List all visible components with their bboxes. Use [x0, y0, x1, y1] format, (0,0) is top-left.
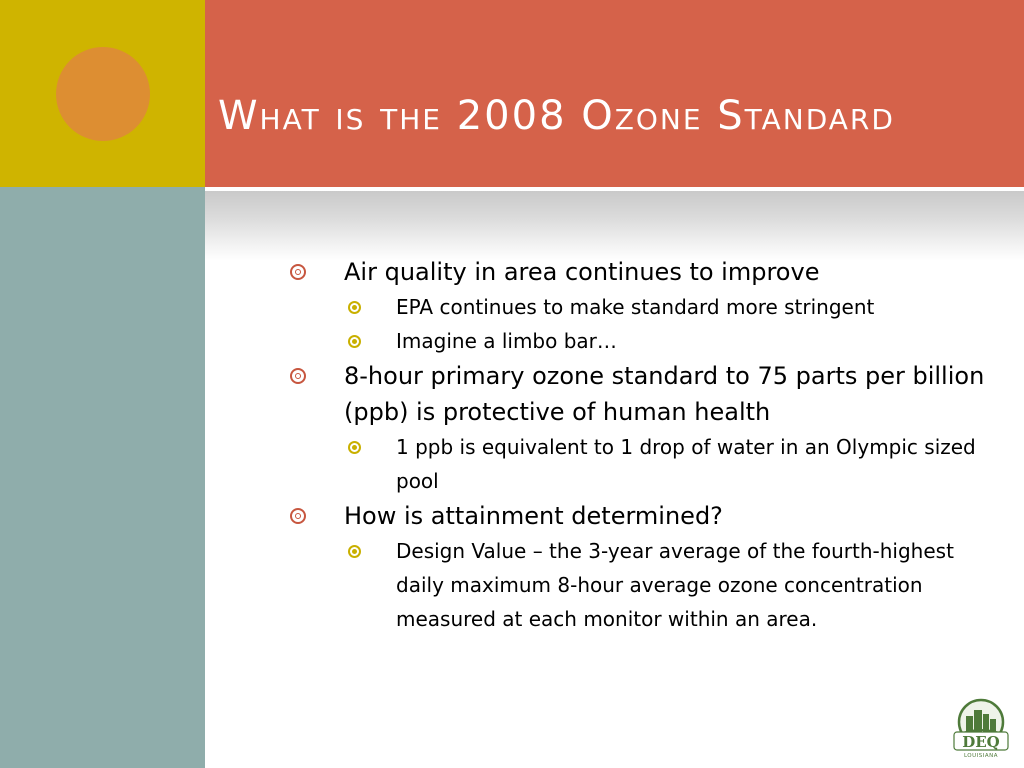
bullet-list: [290, 254, 995, 636]
bullet-text: How is attainment determined?: [344, 502, 723, 530]
sub-bullet-list: [344, 534, 995, 636]
concentric-circle-icon: [290, 368, 306, 384]
dot-circle-icon: [348, 441, 361, 454]
logo-text: DEQ: [962, 733, 1000, 751]
concentric-circle-icon: [290, 264, 306, 280]
slide-title: What is the 2008 Ozone Standard: [218, 93, 895, 139]
sub-bullet-item: [344, 534, 995, 636]
concentric-circle-icon: [290, 508, 306, 524]
sub-bullet-item: [344, 290, 995, 324]
deq-logo: [952, 698, 1010, 760]
dot-circle-icon: [348, 335, 361, 348]
decorative-circle: [56, 47, 150, 141]
bullet-item: [290, 498, 995, 636]
bullet-text: Air quality in area continues to improve: [344, 258, 820, 286]
sub-bullet-text: EPA continues to make standard more stringent: [396, 295, 875, 319]
logo-subtext: LOUISIANA: [963, 753, 999, 759]
left-side-panel: [0, 187, 205, 768]
sub-bullet-item: [344, 324, 995, 358]
sub-bullet-list: [344, 430, 995, 498]
sub-bullet-text: 1 ppb is equivalent to 1 drop of water in an Olympic sized pool: [396, 435, 976, 493]
bullet-item: [290, 254, 995, 358]
bullet-item: [290, 358, 995, 498]
left-top-panel: [0, 0, 205, 187]
sub-bullet-list: [344, 290, 995, 358]
dot-circle-icon: [348, 301, 361, 314]
bullet-text: 8-hour primary ozone standard to 75 parts per billion (ppb) is protective of human health: [344, 362, 985, 426]
title-bar: [205, 0, 1024, 187]
slide-body: [290, 254, 995, 636]
dot-circle-icon: [348, 545, 361, 558]
title-shadow: [205, 191, 1024, 261]
sub-bullet-item: [344, 430, 995, 498]
sub-bullet-text: Design Value – the 3-year average of the fourth-highest daily maximum 8-hour average ozone concentration measured at each monitor within an area.: [396, 539, 954, 631]
sub-bullet-text: Imagine a limbo bar…: [396, 329, 617, 353]
